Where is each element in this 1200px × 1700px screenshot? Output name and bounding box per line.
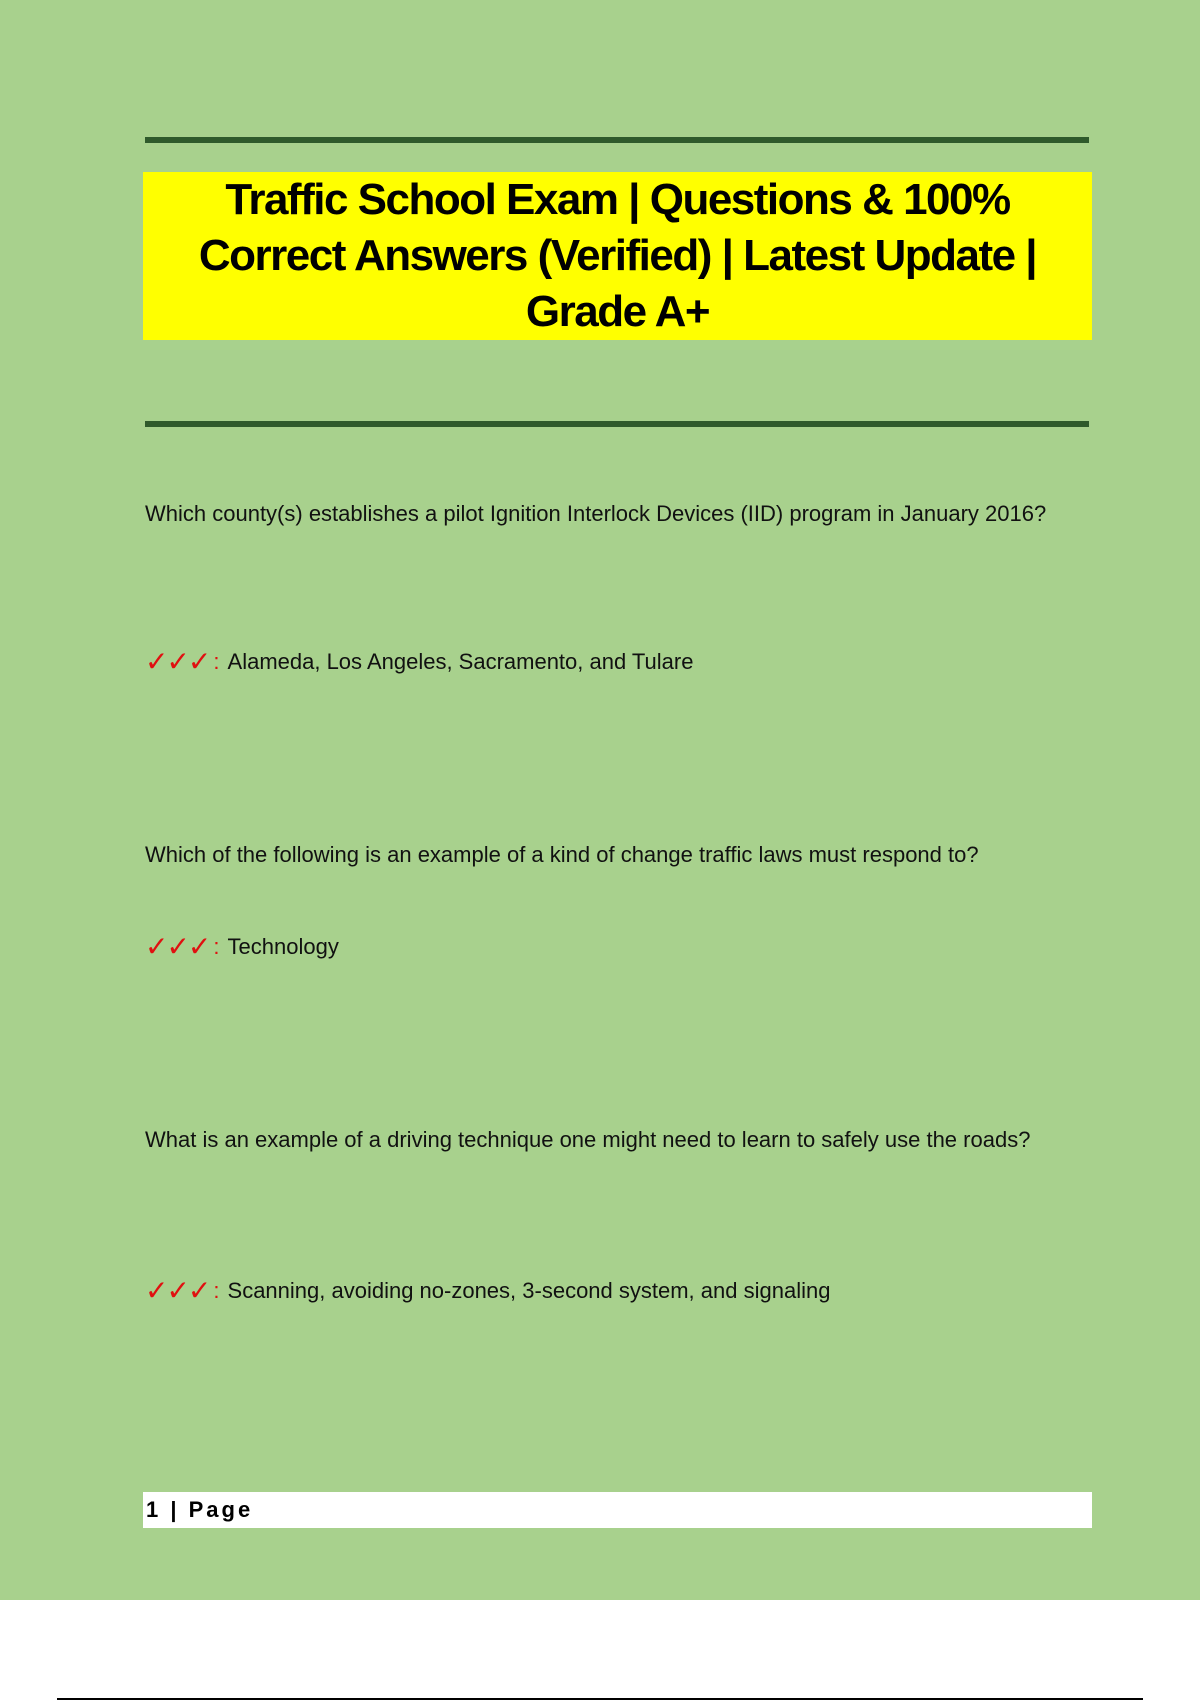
answer-3 xyxy=(145,1276,1075,1306)
document-title: Traffic School Exam | Questions & 100% Correct Answers (Verified) | Latest Update | Grade A+ xyxy=(198,175,1037,336)
answer-separator: : xyxy=(213,1278,220,1303)
top-divider xyxy=(145,137,1089,143)
checkmark-icon: ✓✓✓ xyxy=(145,645,210,678)
question-3: What is an example of a driving technique one might need to learn to safely use the roads? xyxy=(145,1127,1031,1152)
page-footer xyxy=(143,1492,1092,1528)
answer-separator: : xyxy=(213,649,220,674)
answer-2 xyxy=(145,932,1075,962)
checkmark-icon: ✓✓✓ xyxy=(145,930,210,963)
question-2: Which of the following is an example of a kind of change traffic laws must respond to? xyxy=(145,842,979,867)
title-divider xyxy=(145,421,1089,427)
answer-text: Alameda, Los Angeles, Sacramento, and Tulare xyxy=(227,649,694,674)
question-1: Which county(s) establishes a pilot Ignition Interlock Devices (IID) program in January 2016? xyxy=(145,501,1047,526)
answer-text: Scanning, avoiding no-zones, 3-second system, and signaling xyxy=(227,1278,831,1303)
checkmark-icon: ✓✓✓ xyxy=(145,1274,210,1307)
title-highlight xyxy=(143,172,1092,340)
answer-1 xyxy=(145,647,1075,677)
answer-separator: : xyxy=(213,934,220,959)
answer-text: Technology xyxy=(227,934,339,959)
page-number: 1 | Page xyxy=(146,1497,254,1522)
